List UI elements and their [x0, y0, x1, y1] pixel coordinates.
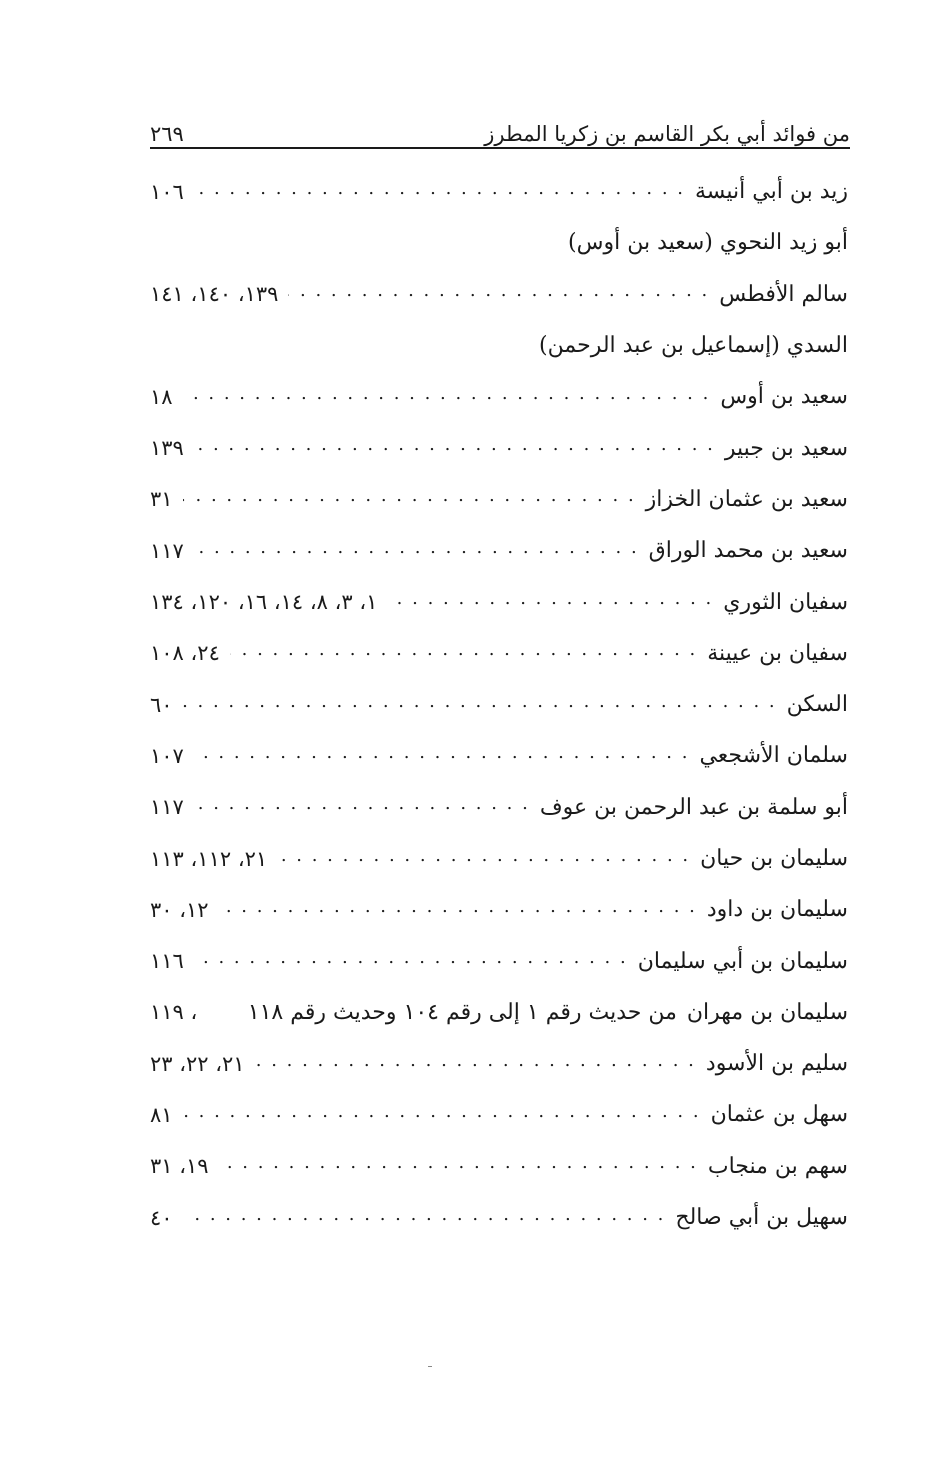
index-entry — [150, 628, 848, 679]
entry-page-refs: ٦٠ — [150, 692, 173, 717]
entry-name: سليمان بن أبي سليمان — [637, 948, 848, 974]
dot-leader — [160, 334, 529, 358]
entry-page-refs: ١٢، ٣٠ — [150, 897, 209, 922]
entry-name: سهل بن عثمان — [710, 1102, 848, 1128]
entry-name: أبو سلمة بن عبد الرحمن بن عوف — [539, 794, 848, 820]
running-head — [150, 112, 850, 146]
entry-name: سعيد بن أوس — [720, 384, 848, 410]
entry-page-refs: ٣١ — [150, 487, 173, 512]
entry-name: سهم بن منجاب — [707, 1153, 848, 1179]
entry-page-refs: ١٠٧ — [150, 743, 184, 768]
dot-leader — [183, 693, 777, 717]
index-entry — [150, 730, 848, 781]
dot-leader — [194, 436, 715, 460]
entry-page-refs: ١١٧ — [150, 538, 184, 563]
entry-name: سليمان بن داود — [706, 897, 848, 923]
dot-leader — [183, 385, 711, 409]
entry-page-refs: ١٩، ٣١ — [150, 1154, 209, 1179]
entry-page-refs: ١٣٩ — [150, 436, 184, 461]
index-entry — [150, 679, 848, 730]
entry-page-refs: ٢١، ١١٢، ١١٣ — [150, 846, 268, 871]
entry-name: سهيل بن أبي صالح — [675, 1205, 848, 1231]
entry-page-refs: ١١٦ — [150, 949, 184, 974]
entry-name: زيد بن أبي أنيسة — [694, 179, 848, 205]
entry-page-refs: ١١٧ — [150, 795, 184, 820]
index-entry — [150, 1089, 848, 1140]
dot-leader — [194, 949, 628, 973]
dot-leader — [183, 1103, 701, 1127]
dot-leader — [183, 1206, 666, 1230]
index-entry — [150, 320, 848, 371]
dot-leader — [387, 590, 713, 614]
index-entry — [150, 935, 848, 986]
entry-name: سعيد بن محمد الوراق — [648, 538, 848, 564]
entry-page-refs: ١، ٣، ٨، ١٤، ١٦، ١٢٠، ١٣٤ — [150, 590, 378, 615]
entry-name: سليمان بن حيان — [700, 846, 848, 871]
entry-page-refs: ٨١ — [150, 1102, 173, 1127]
dot-leader — [277, 847, 690, 871]
entry-name: سفيان بن عيينة — [707, 640, 848, 666]
dot-leader — [160, 231, 558, 255]
entry-name: سالم الأفطس — [719, 281, 848, 307]
entry-page-refs: ، ١١٩ — [150, 1000, 198, 1025]
dot-leader — [183, 487, 636, 511]
index-entry — [150, 217, 848, 268]
dot-leader — [288, 282, 709, 306]
index-entry — [150, 1141, 848, 1192]
scan-speck — [428, 1366, 432, 1367]
book-title: من فوائد أبي بكر القاسم بن زكريا المطرز — [484, 122, 850, 146]
entry-name: سفيان الثوري — [723, 589, 848, 615]
index-entry — [150, 884, 848, 935]
index-entry — [150, 269, 848, 320]
entry-page-refs: ١٠٦ — [150, 179, 184, 204]
index-entry — [150, 576, 848, 627]
page-number: ٢٦٩ — [150, 122, 184, 146]
entry-page-refs: ١٨ — [150, 384, 173, 409]
dot-leader — [219, 898, 697, 922]
entry-note: من حديث رقم ١ إلى رقم ١٠٤ وحديث رقم ١١٨ — [247, 999, 677, 1025]
entry-name: سلمان الأشجعي — [699, 743, 848, 769]
index-entry — [150, 525, 848, 576]
entry-name: سليمان بن مهران — [686, 999, 848, 1025]
entry-page-refs: ١٣٩، ١٤٠، ١٤١ — [150, 282, 279, 307]
index-entry — [150, 371, 848, 422]
index-entry — [150, 782, 848, 833]
entry-page-refs: ٢١، ٢٢، ٢٣ — [150, 1051, 245, 1076]
index-entry — [150, 1038, 848, 1089]
dot-leader — [255, 1052, 696, 1076]
entry-page-refs: ٢٤، ١٠٨ — [150, 641, 220, 666]
dot-leader — [219, 1154, 698, 1178]
name-index-list — [150, 166, 848, 1243]
index-entry — [150, 166, 848, 217]
entry-name: السكن — [786, 692, 848, 718]
index-entry — [150, 474, 848, 525]
entry-name: أبو زيد النحوي (سعيد بن أوس) — [568, 230, 848, 256]
entry-name: سليم بن الأسود — [705, 1051, 848, 1077]
index-entry — [150, 987, 848, 1038]
dot-leader — [194, 795, 530, 819]
entry-name: سعيد بن عثمان الخزاز — [645, 486, 848, 512]
index-entry — [150, 833, 848, 884]
entry-name: السدي (إسماعيل بن عبد الرحمن) — [539, 333, 848, 359]
index-entry — [150, 422, 848, 473]
entry-page-refs: ٤٠ — [150, 1205, 173, 1230]
index-entry — [150, 1192, 848, 1243]
header-rule — [150, 147, 850, 149]
dot-leader — [207, 1000, 235, 1024]
dot-leader — [194, 180, 685, 204]
dot-leader — [230, 641, 697, 665]
dot-leader — [194, 539, 639, 563]
dot-leader — [194, 744, 690, 768]
entry-name: سعيد بن جبير — [724, 435, 848, 461]
